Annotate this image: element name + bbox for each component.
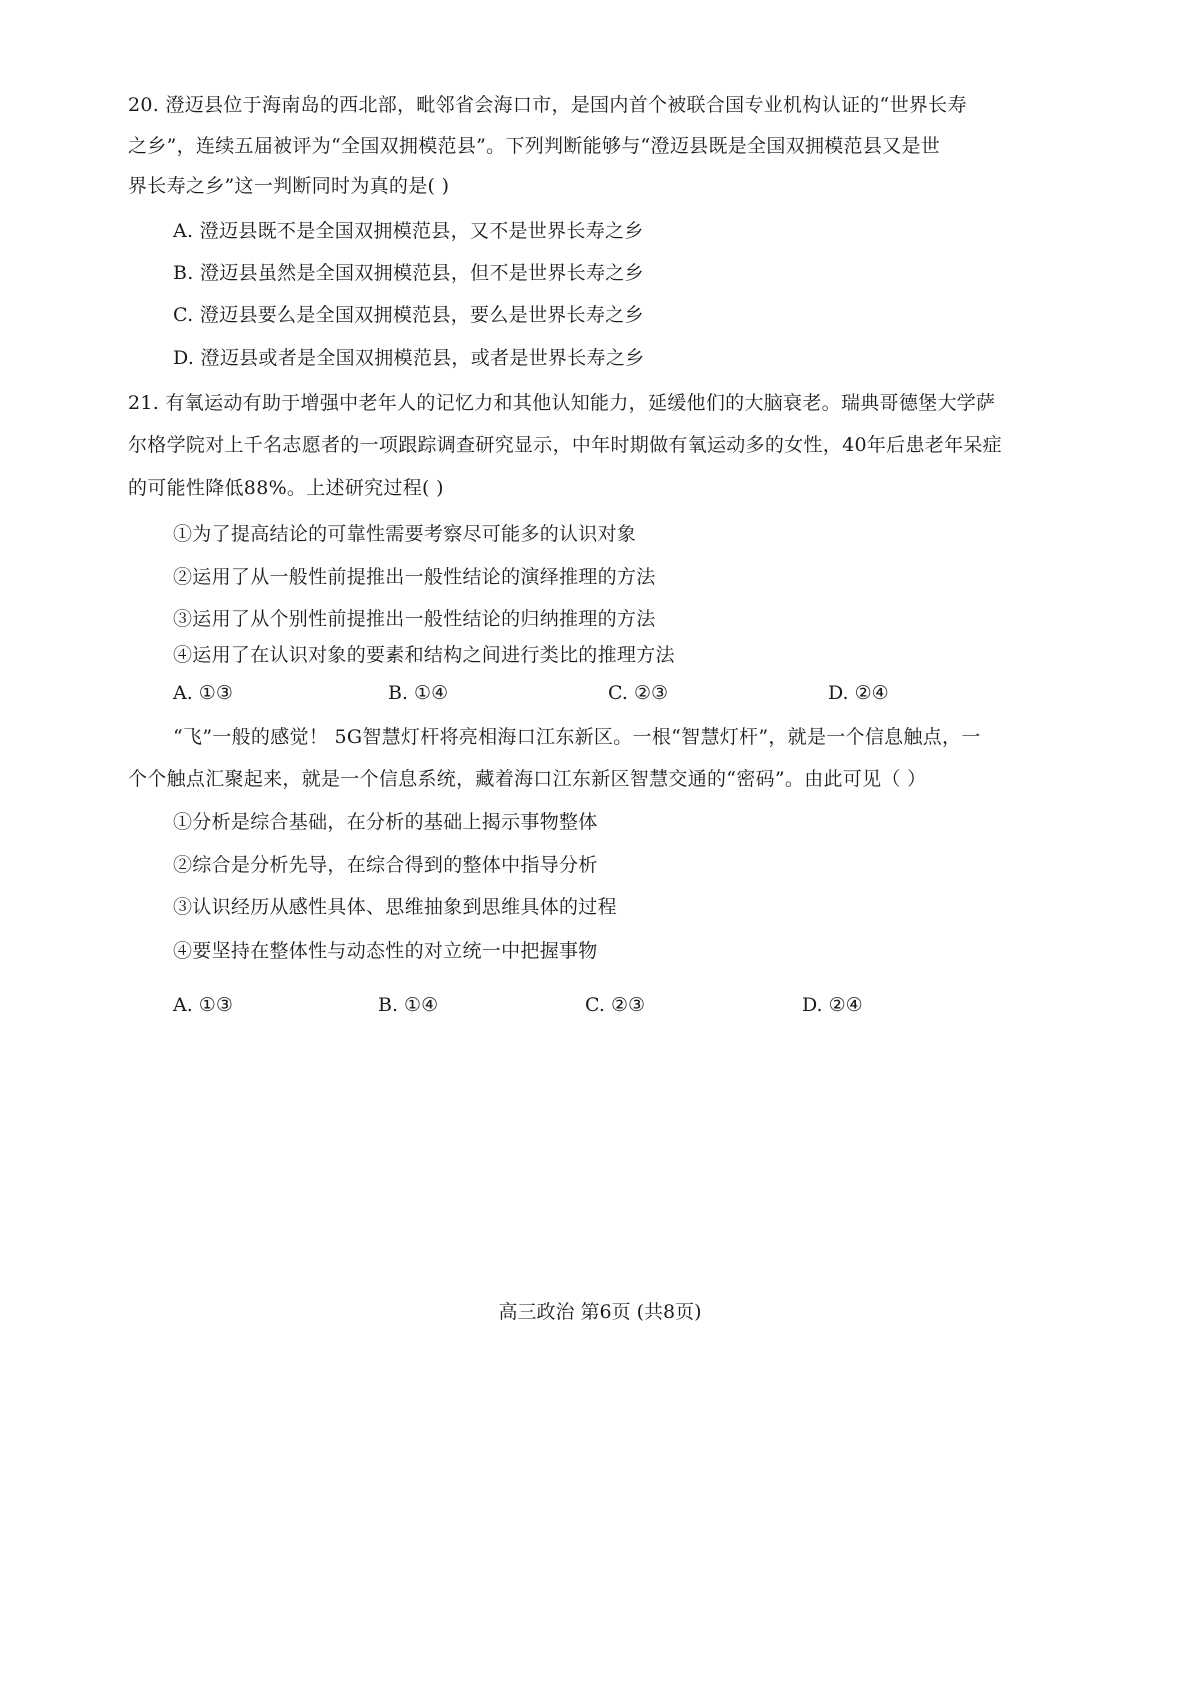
q21-statement-4: ④运用了在认识对象的要素和结构之间进行类比的推理方法 [173,644,675,666]
q22-choice-d: D. ②④ [802,994,863,1016]
q22-statement-2: ②综合是分析先导，在综合得到的整体中指导分析 [173,854,598,876]
q20-stem-line-3: 界长寿之乡”这一判断同时为真的是( ) [128,175,450,197]
q22-choice-a: A. ①③ [173,994,233,1016]
q21-stem-line-2: 尔格学院对上千名志愿者的一项跟踪调查研究显示，中年时期做有氧运动多的女性，40年后患老年呆症 [128,434,1002,456]
q22-choice-b: B. ①④ [378,994,439,1016]
q20-option-d: D. 澄迈县或者是全国双拥模范县，或者是世界长寿之乡 [173,347,645,369]
q20-option-c: C. 澄迈县要么是全国双拥模范县，要么是世界长寿之乡 [173,304,644,326]
q20-option-b: B. 澄迈县虽然是全国双拥模范县，但不是世界长寿之乡 [173,262,644,284]
q20-option-a: A. 澄迈县既不是全国双拥模范县，又不是世界长寿之乡 [173,220,644,242]
q21-choice-d: D. ②④ [828,682,889,704]
q20-stem-line-1: 20. 澄迈县位于海南岛的西北部，毗邻省会海口市，是国内首个被联合国专业机构认证的“世界长寿 [128,94,967,116]
q21-choice-b: B. ①④ [388,682,449,704]
q21-stem-line-1: 21. 有氧运动有助于增强中老年人的记忆力和其他认知能力，延缓他们的大脑衰老。瑞典哥德堡大学萨 [128,392,996,414]
q22-stem-line-1: “飞”一般的感觉！ 5G智慧灯杆将亮相海口江东新区。一根“智慧灯杆”，就是一个信息触点，一 [173,726,981,748]
q21-choice-a: A. ①③ [173,682,233,704]
page-footer: 高三政治 第6页 (共8页) [498,1301,702,1323]
q21-statement-2: ②运用了从一般性前提推出一般性结论的演绎推理的方法 [173,566,656,588]
q21-choice-c: C. ②③ [608,682,669,704]
q21-statement-3: ③运用了从个别性前提推出一般性结论的归纳推理的方法 [173,608,656,630]
q22-statement-4: ④要坚持在整体性与动态性的对立统一中把握事物 [173,940,598,962]
q21-stem-line-3: 的可能性降低88%。上述研究过程( ) [128,477,444,499]
q22-choice-c: C. ②③ [585,994,646,1016]
q20-stem-line-2: 之乡”，连续五届被评为“全国双拥模范县”。下列判断能够与“澄迈县既是全国双拥模范县又是世 [128,135,941,157]
q21-statement-1: ①为了提高结论的可靠性需要考察尽可能多的认识对象 [173,523,637,545]
q22-statement-3: ③认识经历从感性具体、思维抽象到思维具体的过程 [173,896,617,918]
q22-statement-1: ①分析是综合基础，在分析的基础上揭示事物整体 [173,811,598,833]
q22-stem-line-2: 个个触点汇聚起来，就是一个信息系统，藏着海口江东新区智慧交通的“密码”。由此可见（ ） [128,768,927,790]
